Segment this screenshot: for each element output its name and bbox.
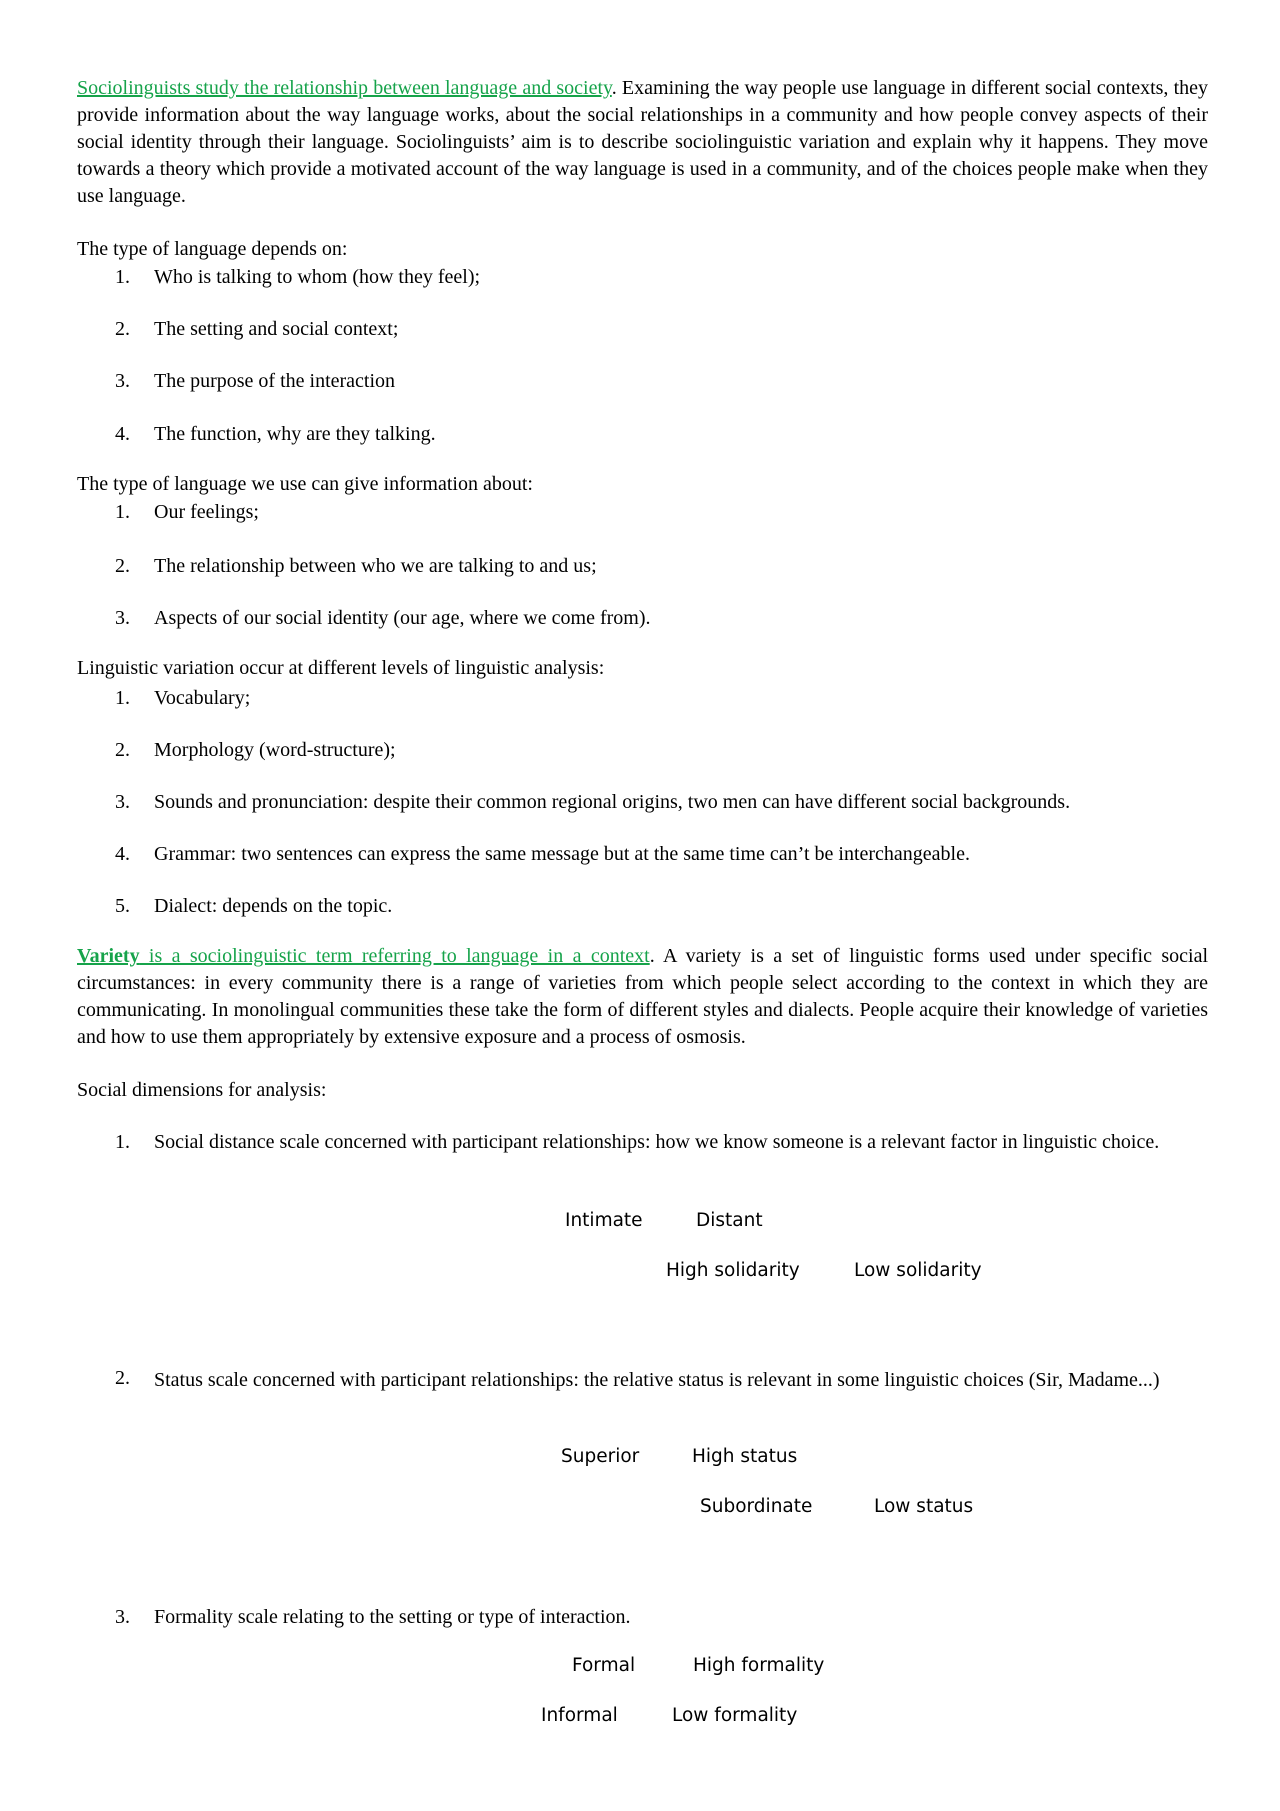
- list-number: 5.: [115, 895, 130, 917]
- list-number: 3.: [115, 607, 130, 629]
- scale-label: Low status: [874, 1496, 974, 1517]
- list-text: Aspects of our social identity (our age, where we come from).: [154, 607, 651, 629]
- scale-label: Low formality: [672, 1705, 798, 1726]
- list-number: 2.: [115, 739, 130, 761]
- list-number: 4.: [115, 843, 130, 865]
- social-lead: Social dimensions for analysis:: [77, 1079, 327, 1101]
- scale-label: High formality: [693, 1655, 825, 1676]
- list-text: Our feelings;: [154, 501, 259, 523]
- depends-lead: The type of language depends on:: [77, 238, 348, 260]
- list-number: 4.: [115, 423, 130, 445]
- variety-link-text: is a sociolinguistic term referring to language in a context: [139, 945, 650, 967]
- list-text: Who is talking to whom (how they feel);: [154, 266, 481, 288]
- scale-label: High solidarity: [666, 1260, 800, 1281]
- list-text: Grammar: two sentences can express the same message but at the same time can’t be interchangeable.: [154, 843, 970, 865]
- list-text: The purpose of the interaction: [154, 370, 396, 392]
- list-text: The setting and social context;: [154, 318, 399, 340]
- intro-link[interactable]: Sociolinguists study the relationship between language and society: [77, 77, 612, 99]
- list-number: 2.: [115, 1367, 130, 1389]
- intro-paragraph: [77, 75, 1208, 210]
- intro-text: . Examining the way people use language in different social contexts, they provide information about the way language works, about the social relationships in a community and how people convey aspects of their social identity through their language. Sociolinguists’ aim is to describe sociolinguistic variation and explain why it happens. They move towards a theory which provide a motivated account of the way language is used in a community, and of the choices people make when they use language.: [77, 77, 1209, 207]
- list-text: The relationship between who we are talking to and us;: [154, 555, 597, 577]
- list-text: Sounds and pronunciation: despite their common regional origins, two men can have different social backgrounds.: [154, 791, 1071, 813]
- list-number: 3.: [115, 1606, 130, 1628]
- list-text: Status scale concerned with participant relationships: the relative status is relevant in some linguistic choices (Sir, Madame...): [154, 1369, 1160, 1391]
- list-text: Formality scale relating to the setting or type of interaction.: [154, 1606, 631, 1628]
- scale-label: Subordinate: [700, 1496, 813, 1517]
- variety-paragraph: [77, 943, 1208, 1051]
- variety-text: . A variety is a set of linguistic forms used under specific social circumstances: in every community there is a range of varieties from which people select according to the context in which they are communicating. In monolingual communities these take the form of different styles and dialects. People acquire their knowledge of varieties and how to use them appropriately by extensive exposure and a process of osmosis.: [77, 945, 1209, 1048]
- info-lead: The type of language we use can give information about:: [77, 473, 533, 495]
- list-number: 2.: [115, 318, 130, 340]
- list-number: 1.: [115, 266, 130, 288]
- list-number: 3.: [115, 791, 130, 813]
- scale-label: High status: [692, 1446, 798, 1467]
- scale-label: Informal: [541, 1705, 618, 1726]
- list-text: Morphology (word-structure);: [154, 739, 396, 761]
- scale-label: Distant: [696, 1210, 763, 1231]
- variety-link[interactable]: [77, 945, 650, 967]
- scale-label: Intimate: [565, 1210, 643, 1231]
- list-text: Dialect: depends on the topic.: [154, 895, 393, 917]
- list-number: 3.: [115, 370, 130, 392]
- list-number: 1.: [115, 501, 130, 523]
- scale-label: Formal: [572, 1655, 636, 1676]
- list-number: 1.: [115, 1131, 130, 1153]
- scale-label: Low solidarity: [854, 1260, 982, 1281]
- variation-lead: Linguistic variation occur at different levels of linguistic analysis:: [77, 657, 605, 679]
- list-text: Vocabulary;: [154, 687, 251, 709]
- list-text: The function, why are they talking.: [154, 423, 436, 445]
- list-text: Social distance scale concerned with participant relationships: how we know someone is a relevant factor in linguistic choice.: [154, 1131, 1160, 1153]
- list-number: 1.: [115, 687, 130, 709]
- scale-label: Superior: [561, 1446, 640, 1467]
- list-number: 2.: [115, 555, 130, 577]
- variety-term: Variety: [77, 945, 140, 967]
